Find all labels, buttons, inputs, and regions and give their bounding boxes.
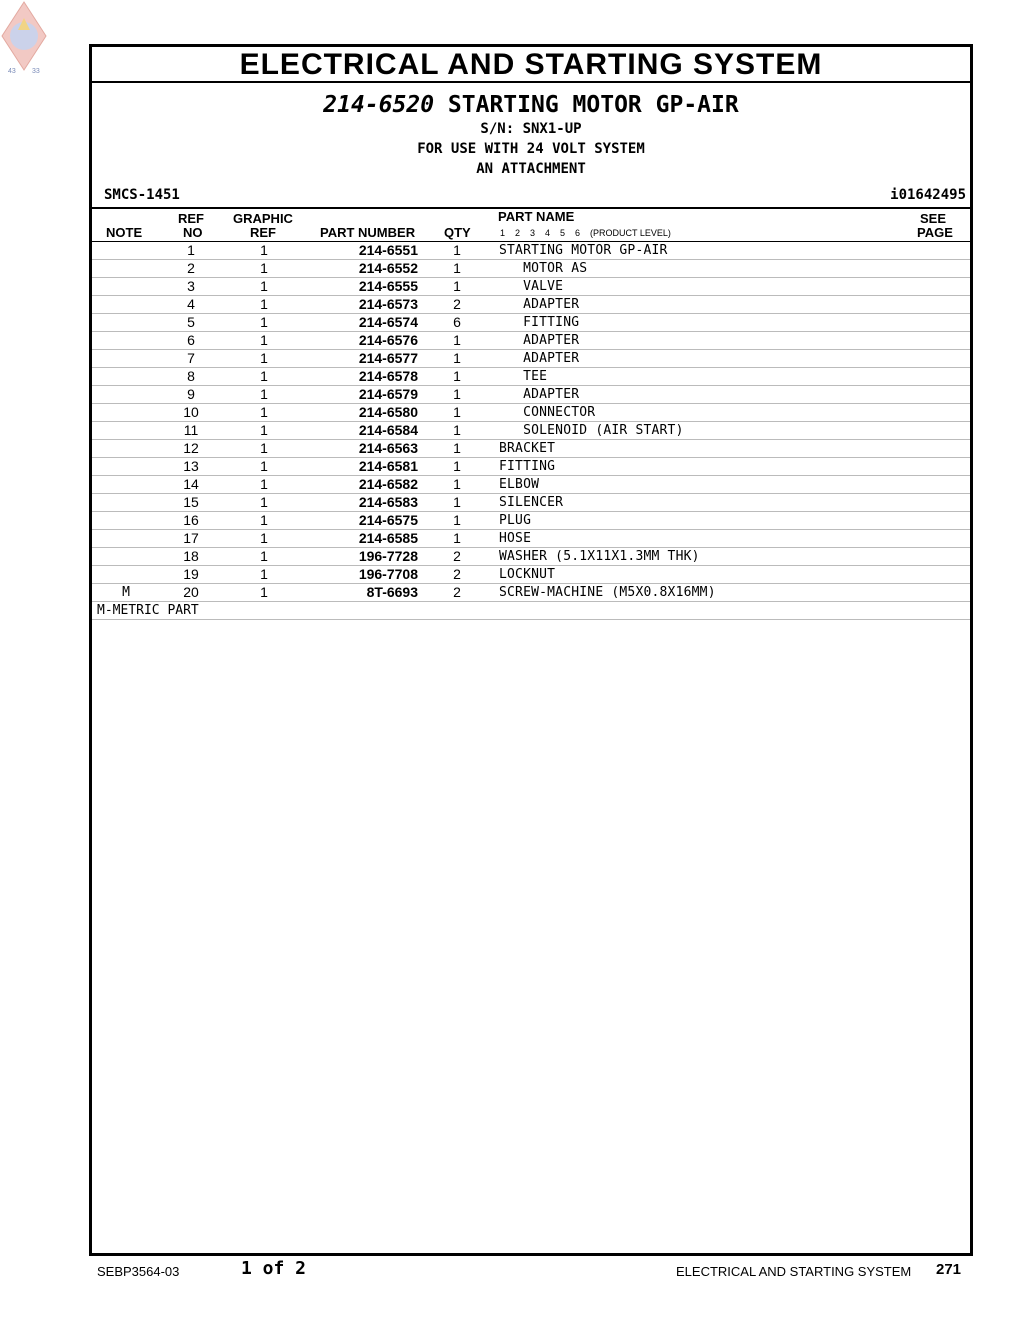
cell-ref-no: 2 (187, 260, 195, 276)
cell-part-name: VALVE (499, 279, 564, 294)
cell-part-name: FITTING (499, 459, 556, 474)
table-row (92, 260, 970, 278)
cell-part-name: ELBOW (499, 477, 540, 492)
table-row (92, 458, 970, 476)
cell-ref-no: 7 (187, 350, 195, 366)
cell-qty: 1 (453, 242, 461, 258)
smcs-code: SMCS-1451 (104, 187, 180, 203)
cell-part-number: 214-6580 (358, 404, 418, 420)
cell-ref-no: 6 (187, 332, 195, 348)
group-name: STARTING MOTOR GP-AIR (447, 92, 739, 118)
cell-graphic-ref: 1 (260, 476, 268, 492)
cell-graphic-ref: 1 (260, 242, 268, 258)
cell-qty: 1 (453, 332, 461, 348)
cell-part-name: ADAPTER (499, 351, 580, 366)
cell-graphic-ref: 1 (260, 566, 268, 582)
cell-qty: 1 (453, 422, 461, 438)
logo-number-left: 43 (8, 68, 16, 75)
cell-graphic-ref: 1 (260, 458, 268, 474)
cell-ref-no: 19 (183, 566, 199, 582)
cell-ref-no: 3 (187, 278, 195, 294)
footnote-metric: M-METRIC PART (92, 602, 970, 620)
cell-part-name: STARTING MOTOR GP-AIR (499, 243, 668, 258)
table-row (92, 584, 970, 602)
cell-part-name: HOSE (499, 531, 532, 546)
parts-page-frame (89, 44, 973, 1256)
cell-ref-no: 13 (183, 458, 199, 474)
cell-qty: 1 (453, 350, 461, 366)
cell-qty: 2 (453, 566, 461, 582)
table-row (92, 314, 970, 332)
table-row (92, 278, 970, 296)
cell-part-number: 214-6552 (358, 260, 418, 276)
cell-graphic-ref: 1 (260, 404, 268, 420)
cell-part-number: 214-6582 (358, 476, 418, 492)
col-gref-top: GRAPHIC (233, 211, 293, 226)
cell-part-number: 214-6574 (358, 314, 418, 330)
col-part-name: PART NAME (498, 209, 575, 224)
table-row (92, 566, 970, 584)
table-row (92, 476, 970, 494)
table-row (92, 530, 970, 548)
cell-part-name: MOTOR AS (499, 261, 588, 276)
cell-part-name: FITTING (499, 315, 580, 330)
group-part-number: 214-6520 (323, 92, 435, 118)
cell-part-number: 214-6563 (358, 440, 418, 456)
cell-qty: 1 (453, 386, 461, 402)
table-row (92, 296, 970, 314)
cell-qty: 1 (453, 368, 461, 384)
cell-part-number: 214-6577 (358, 350, 418, 366)
cell-part-name: WASHER (5.1X11X1.3MM THK) (499, 549, 700, 564)
page-title: ELECTRICAL AND STARTING SYSTEM (92, 47, 970, 83)
col-ref-bottom: NO (183, 225, 203, 240)
cell-ref-no: 18 (183, 548, 199, 564)
usage-note: FOR USE WITH 24 VOLT SYSTEM (417, 141, 645, 157)
table-row (92, 440, 970, 458)
cell-graphic-ref: 1 (260, 350, 268, 366)
cell-part-name: TEE (499, 369, 548, 384)
cell-qty: 1 (453, 278, 461, 294)
cell-ref-no: 12 (183, 440, 199, 456)
cell-graphic-ref: 1 (260, 314, 268, 330)
footer-page-of: 1 of 2 (241, 1258, 307, 1279)
table-row (92, 422, 970, 440)
cell-note: M (122, 585, 130, 600)
cell-part-number: 214-6555 (358, 278, 418, 294)
cell-ref-no: 17 (183, 530, 199, 546)
cell-part-number: 214-6583 (358, 494, 418, 510)
cell-part-name: SCREW-MACHINE (M5X0.8X16MM) (499, 585, 716, 600)
cell-graphic-ref: 1 (260, 494, 268, 510)
cell-part-number: 214-6576 (358, 332, 418, 348)
cell-ref-no: 5 (187, 314, 195, 330)
cell-graphic-ref: 1 (260, 368, 268, 384)
cell-part-number: 214-6551 (358, 242, 418, 258)
cell-ref-no: 16 (183, 512, 199, 528)
table-row (92, 368, 970, 386)
cell-part-name: SOLENOID (AIR START) (499, 423, 684, 438)
col-qty: QTY (444, 225, 471, 240)
cell-ref-no: 1 (187, 242, 195, 258)
cell-qty: 1 (453, 458, 461, 474)
cell-part-number: 214-6573 (358, 296, 418, 312)
cell-graphic-ref: 1 (260, 530, 268, 546)
cell-ref-no: 15 (183, 494, 199, 510)
col-see-top: SEE (920, 211, 947, 226)
cell-ref-no: 4 (187, 296, 195, 312)
cell-part-name: ADAPTER (499, 333, 580, 348)
table-row (92, 332, 970, 350)
table-row (92, 242, 970, 260)
cell-part-name: LOCKNUT (499, 567, 556, 582)
cell-qty: 2 (453, 296, 461, 312)
cell-part-number: 214-6585 (358, 530, 418, 546)
cell-qty: 1 (453, 512, 461, 528)
cell-qty: 2 (453, 584, 461, 600)
cell-part-name: BRACKET (499, 441, 556, 456)
cell-ref-no: 20 (183, 584, 199, 600)
cell-part-name: CONNECTOR (499, 405, 596, 420)
cell-qty: 1 (453, 476, 461, 492)
cell-part-name: SILENCER (499, 495, 564, 510)
cell-part-number: 214-6584 (358, 422, 418, 438)
cell-graphic-ref: 1 (260, 512, 268, 528)
cell-graphic-ref: 1 (260, 386, 268, 402)
cell-qty: 6 (453, 314, 461, 330)
cell-part-name: ADAPTER (499, 297, 580, 312)
col-product-level: 1 2 3 4 5 6 (PRODUCT LEVEL) (500, 228, 671, 238)
table-row (92, 512, 970, 530)
cell-part-number: 214-6581 (358, 458, 418, 474)
cell-qty: 1 (453, 494, 461, 510)
cell-part-number: 214-6575 (358, 512, 418, 528)
cell-part-number: 196-7728 (358, 548, 418, 564)
cell-ref-no: 10 (183, 404, 199, 420)
group-heading (92, 91, 970, 179)
illustration-id: i01642495 (890, 187, 966, 203)
col-gref-bottom: REF (250, 225, 276, 240)
cell-graphic-ref: 1 (260, 422, 268, 438)
cell-ref-no: 14 (183, 476, 199, 492)
table-row (92, 548, 970, 566)
cell-ref-no: 8 (187, 368, 195, 384)
cell-qty: 1 (453, 260, 461, 276)
cell-graphic-ref: 1 (260, 548, 268, 564)
footer-document-number: SEBP3564-03 (97, 1264, 180, 1279)
cell-part-name: PLUG (499, 513, 532, 528)
cell-part-number: 214-6578 (358, 368, 418, 384)
cell-ref-no: 11 (183, 422, 199, 438)
table-row (92, 404, 970, 422)
logo-number-right: 33 (32, 68, 40, 75)
cell-graphic-ref: 1 (260, 260, 268, 276)
page-footer (0, 1258, 1020, 1284)
cell-qty: 1 (453, 404, 461, 420)
footer-page-number: 271 (936, 1261, 962, 1278)
cell-graphic-ref: 1 (260, 296, 268, 312)
table-row (92, 494, 970, 512)
col-note: NOTE (106, 225, 143, 240)
cell-part-name: ADAPTER (499, 387, 580, 402)
watermark-logo-icon (0, 0, 50, 80)
col-ref-top: REF (178, 211, 204, 226)
cell-graphic-ref: 1 (260, 332, 268, 348)
col-see-bottom: PAGE (917, 225, 953, 240)
serial-range: S/N: SNX1-UP (480, 121, 582, 137)
footer-section: ELECTRICAL AND STARTING SYSTEM (676, 1264, 912, 1279)
cell-graphic-ref: 1 (260, 440, 268, 456)
cell-qty: 1 (453, 440, 461, 456)
cell-part-number: 214-6579 (358, 386, 418, 402)
cell-graphic-ref: 1 (260, 584, 268, 600)
cell-ref-no: 9 (187, 386, 195, 402)
parts-table-body (92, 242, 970, 602)
attachment-note: AN ATTACHMENT (476, 161, 586, 177)
cell-qty: 2 (453, 548, 461, 564)
table-header (92, 207, 970, 242)
cell-part-number: 8T-6693 (366, 584, 418, 600)
table-row (92, 386, 970, 404)
table-row (92, 350, 970, 368)
col-part-number: PART NUMBER (320, 225, 416, 240)
cell-part-number: 196-7708 (358, 566, 418, 582)
cell-graphic-ref: 1 (260, 278, 268, 294)
cell-qty: 1 (453, 530, 461, 546)
